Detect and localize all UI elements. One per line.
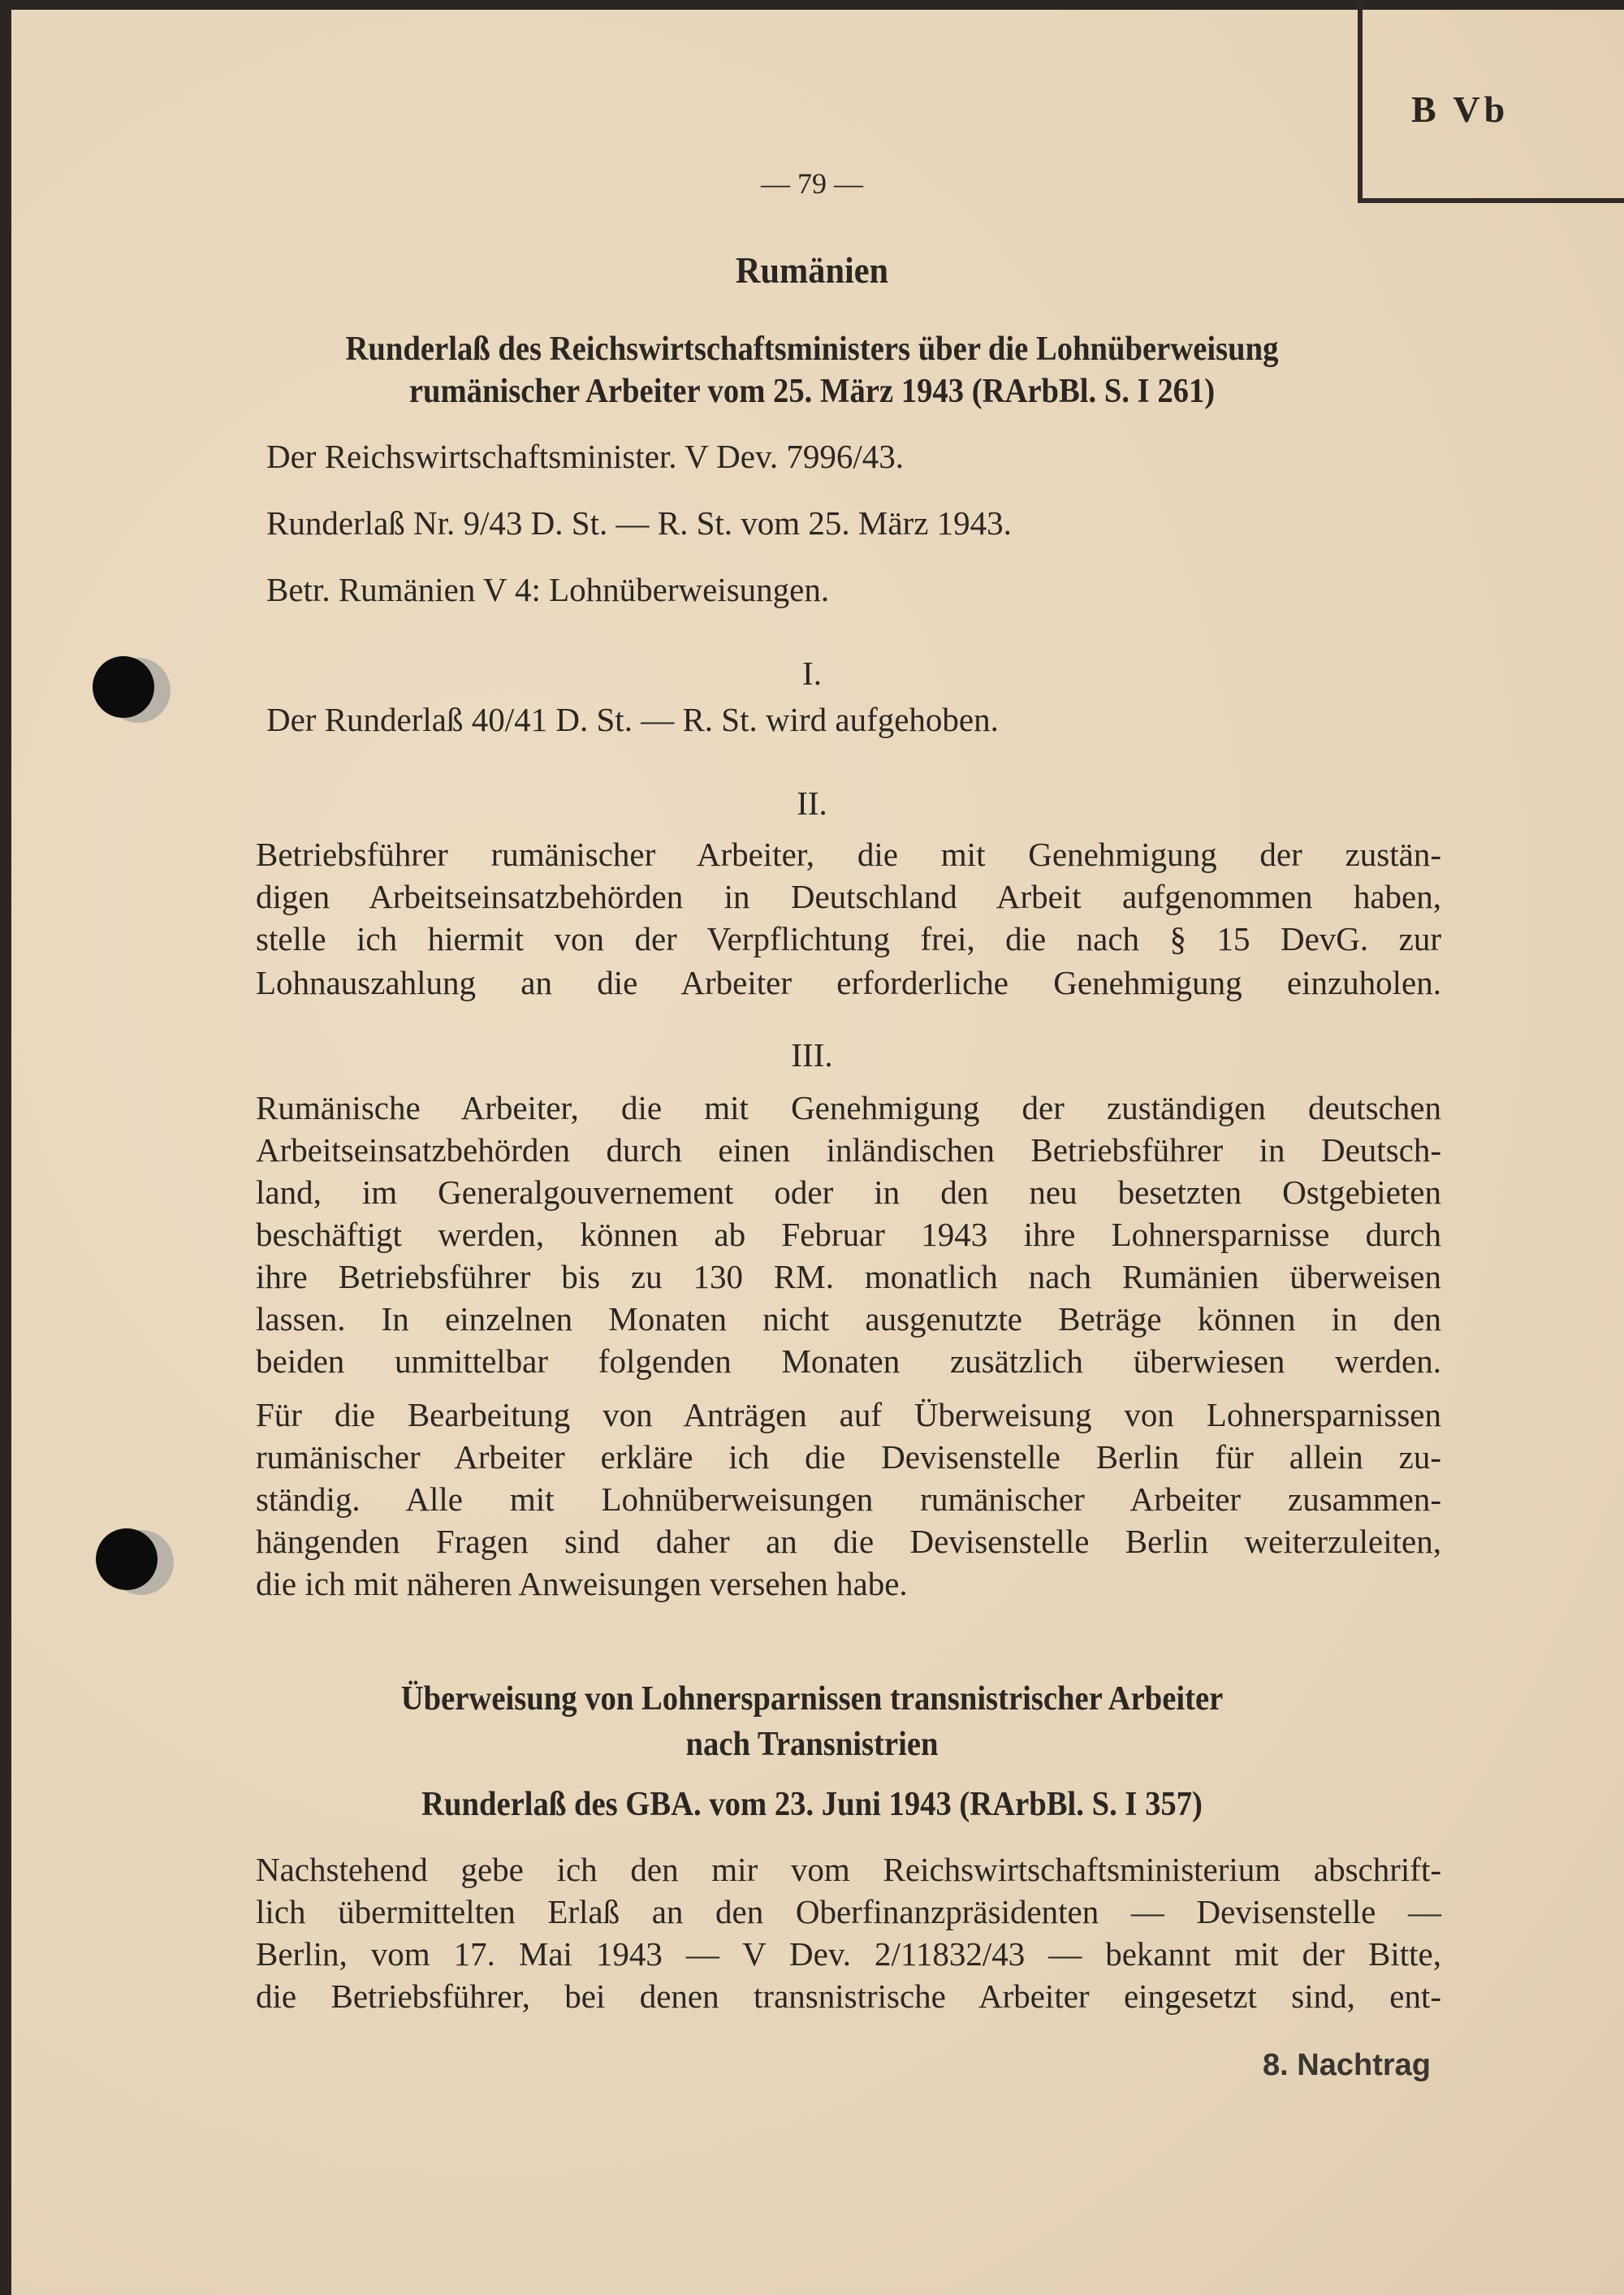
- paragraph-line: Für die Bearbeitung von Anträgen auf Überweisung von Lohnersparnissen: [256, 1396, 1441, 1433]
- paragraph-line: die Betriebsführer, bei denen transnistrische Arbeiter eingesetzt sind, ent-: [256, 1977, 1441, 2015]
- corner-label: B Vb: [1411, 89, 1510, 130]
- section-heading: rumänischer Arbeiter vom 25. März 1943 (RArbBl. S. I 261): [408, 373, 1216, 410]
- meta-line: Der Reichswirtschaftsminister. V Dev. 7996/43.: [266, 438, 904, 475]
- section2-heading: nach Transnistrien: [685, 1726, 939, 1763]
- paragraph-line: lich übermittelten Erlaß an den Oberfinanzpräsidenten — Devisenstelle —: [256, 1893, 1441, 1930]
- meta-line: Runderlaß Nr. 9/43 D. St. — R. St. vom 25. März 1943.: [266, 504, 1012, 542]
- part-numeral: I.: [802, 655, 822, 692]
- paragraph-line: digen Arbeitseinsatzbehörden in Deutschland Arbeit aufgenommen haben,: [256, 878, 1441, 915]
- paragraph-line: Berlin, vom 17. Mai 1943 — V Dev. 2/11832/43 — bekannt mit der Bitte,: [256, 1935, 1441, 1973]
- paragraph-line: die ich mit näheren Anweisungen versehen habe.: [256, 1565, 908, 1602]
- meta-line: Betr. Rumänien V 4: Lohnüberweisungen.: [266, 571, 830, 608]
- paragraph-line: Der Runderlaß 40/41 D. St. — R. St. wird aufgehoben.: [266, 701, 999, 738]
- paragraph-line: hängenden Fragen sind daher an die Devisenstelle Berlin weiterzuleiten,: [256, 1523, 1441, 1560]
- section-title: Rumänien: [735, 249, 889, 291]
- page-number: — 79 —: [761, 167, 863, 200]
- paragraph-line: stelle ich hiermit von der Verpflichtung frei, die nach § 15 DevG. zur: [256, 920, 1441, 957]
- paragraph-line: ständig. Alle mit Lohnüberweisungen rumänischer Arbeiter zusammen-: [256, 1480, 1441, 1518]
- part-numeral: III.: [791, 1036, 833, 1074]
- section2-subheading: Runderlaß des GBA. vom 23. Juni 1943 (RArbBl. S. I 357): [421, 1786, 1203, 1823]
- paragraph-line: lassen. In einzelnen Monaten nicht ausgenutzte Beträge können in den: [256, 1300, 1441, 1338]
- supplement-stamp: 8. Nachtrag: [1263, 2048, 1431, 2082]
- paragraph-line: land, im Generalgouvernement oder in den neu besetzten Ostgebieten: [256, 1173, 1441, 1211]
- paragraph-line: beiden unmittelbar folgenden Monaten zusätzlich überwiesen werden.: [256, 1342, 1441, 1380]
- section2-heading: Überweisung von Lohnersparnissen transnistrischer Arbeiter: [400, 1680, 1224, 1718]
- section-heading: Runderlaß des Reichswirtschaftsministers über die Lohnüberweisung: [345, 331, 1279, 368]
- paragraph-line: rumänischer Arbeiter erkläre ich die Devisenstelle Berlin für allein zu-: [256, 1438, 1441, 1476]
- paragraph-line: beschäftigt werden, können ab Februar 1943 ihre Lohnersparnisse durch: [256, 1216, 1441, 1253]
- paragraph-line: Arbeitseinsatzbehörden durch einen inländischen Betriebsführer in Deutsch-: [256, 1131, 1441, 1169]
- part-numeral: II.: [797, 784, 827, 822]
- punch-hole: [96, 1528, 158, 1590]
- paragraph-line: ihre Betriebsführer bis zu 130 RM. monatlich nach Rumänien überweisen: [256, 1258, 1441, 1295]
- paragraph-line: Nachstehend gebe ich den mir vom Reichswirtschaftsministerium abschrift-: [256, 1851, 1441, 1888]
- paragraph-line: Lohnauszahlung an die Arbeiter erforderliche Genehmigung einzuholen.: [256, 964, 1441, 1001]
- paragraph-line: Rumänische Arbeiter, die mit Genehmigung der zuständigen deutschen: [256, 1089, 1441, 1126]
- paragraph-line: Betriebsführer rumänischer Arbeiter, die mit Genehmigung der zustän-: [256, 836, 1441, 873]
